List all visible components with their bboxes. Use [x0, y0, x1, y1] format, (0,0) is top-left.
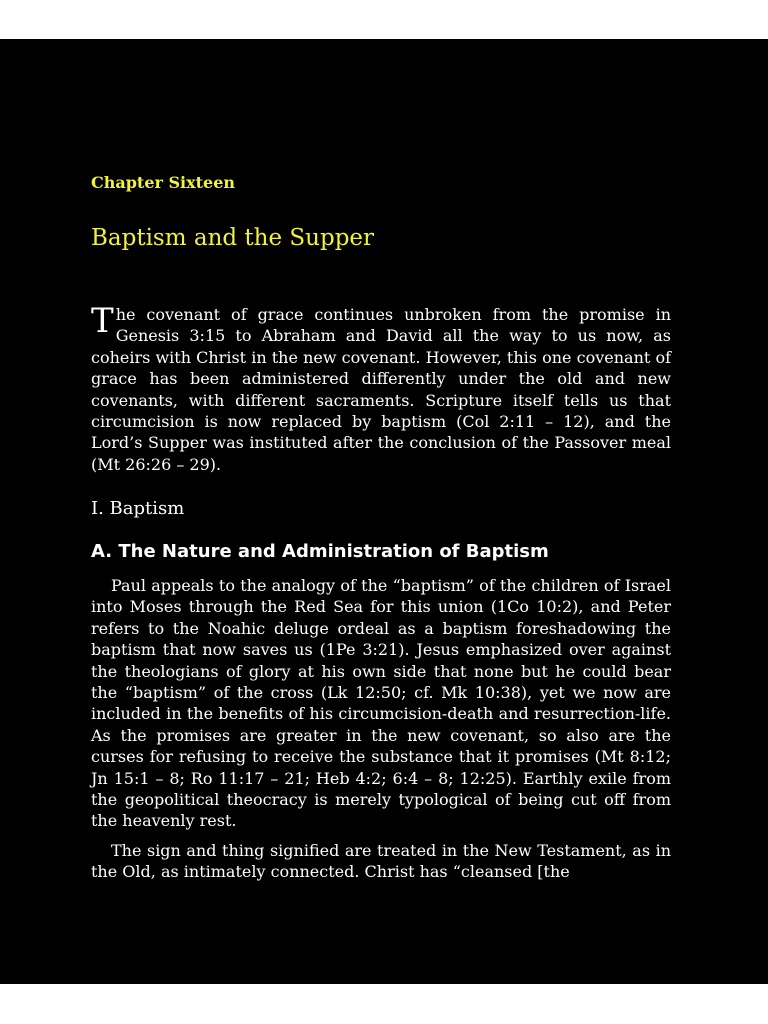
section-heading: I. Baptism — [91, 498, 185, 519]
chapter-title: Baptism and the Supper — [91, 225, 375, 251]
intro-paragraph — [91, 301, 671, 475]
subsection-heading: A. The Nature and Administration of Baptism — [91, 541, 549, 562]
document-page — [0, 39, 768, 984]
intro-text: he covenant of grace continues unbroken from the promise in Genesis 3:15 to Abraham and David all the way to us now, as coheirs with Christ in the new covenant. However, this one covenant of grace has been administered differently under the old and new covenants, with different sacraments. Scripture itself tells us that circumcision is now replaced by baptism (Col 2:11 – 12), and the Lord’s Supper was instituted after the conclusion of the Passover meal (Mt 26:26 – 29). — [91, 305, 671, 474]
body-paragraph: The sign and thing signified are treated in the New Testament, as in the Old, as intimately connected. Christ has “cleansed [the — [91, 841, 671, 882]
body-paragraph: Paul appeals to the analogy of the “baptism” of the children of Israel into Moses through the Red Sea for this union (1Co 10:2), and Peter refers to the Noahic deluge ordeal as a baptism foreshadowing the baptism that now saves us (1Pe 3:21). Jesus emphasized over against the theologians of glory at his own side that none but he could bear the “baptism” of the cross (Lk 12:50; cf. Mk 10:38), yet we now are included in the benefits of his circumcision-death and resurrection-life. As the promises are greater in the new covenant, so also are the curses for refusing to receive the substance that it promises (Mt 8:12; Jn 15:1 – 8; Ro 11:17 – 21; Heb 4:2; 6:4 – 8; 12:25). Earthly exile from the geopolitical theocracy is merely typological of being cut off from the heavenly rest. — [91, 576, 671, 831]
chapter-label: Chapter Sixteen — [91, 173, 236, 192]
drop-cap: T — [91, 301, 114, 341]
